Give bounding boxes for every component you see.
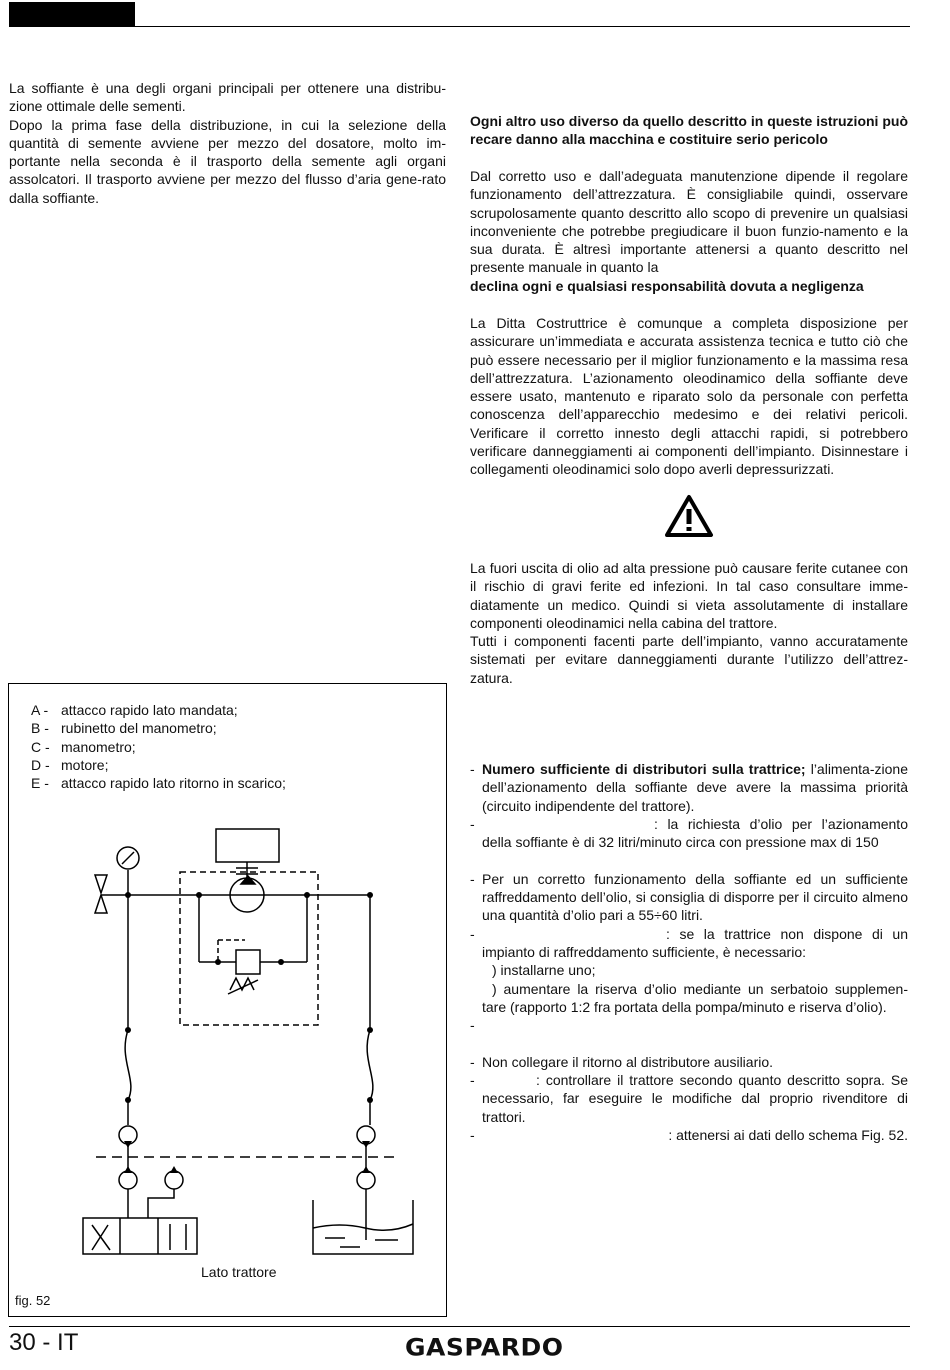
assistance-text — [470, 314, 908, 479]
pressure-warning-text — [470, 559, 908, 687]
legend-row-e: E - attacco rapido lato ritorno in scarico; — [31, 775, 286, 792]
pressure-paragraph: La fuori uscita di olio ad alta pressione può causare ferite cutanee con il rischio di gravi ferite ed infezioni. In tal caso consultare imme-diatamente un medico. Quindi si vieta assolutamente di installare componenti oleodinamici nella cabina del trattore. — [470, 560, 908, 631]
warning-use-text — [470, 112, 908, 149]
legend-row-a: A - attacco rapido lato mandata; — [31, 702, 238, 718]
list-item: - Per un corretto funzionamento della soffiante ed un sufficiente raffreddamento dell’olio, si consiglia di disporre per il circuito almeno una quantità d’olio pari a 55÷60 litri. — [470, 870, 908, 924]
legend-row-b: B - rubinetto del manometro; — [31, 720, 217, 737]
brand-logo: GASPARDO — [405, 1333, 564, 1362]
requirements-list — [470, 760, 908, 1144]
sub-item: ) aumentare la riserva d’olio mediante un serbatoio supplemen-tare (rapporto 1:2 fra portata della pompa/minuto e riserva d’olio). — [482, 980, 908, 1015]
distributors-title: Numero sufficiente di distributori sulla trattrice; — [482, 761, 806, 777]
list-item: - — [470, 1017, 475, 1034]
maintenance-paragraph: Dal corretto uso e dall’adeguata manutenzione dipende il regolare funzionamento dell’attrezzatura. È consigliabile quindi, osservare scrupolosamente quanto descritto allo scopo di prevenire un qualsiasi inconveniente che potrebbe pregiudicare il buon funzio-namento e la sua durata. È altresì importante attenersi a quanto descritto nel presente manuale in quanto la — [470, 168, 908, 276]
liability-disclaimer: declina ogni e qualsiasi responsabilità dovuta a negligenza — [470, 277, 864, 294]
misuse-warning: Ogni altro uso diverso da quello descritto in queste istruzioni può recare danno alla macchina e costituire serio pericolo — [470, 113, 908, 148]
header-rule — [135, 26, 910, 27]
list-item: - : se la trattrice non dispone di un impianto di raffreddamento sufficiente, è necessario: — [470, 925, 908, 960]
list-item: - : attenersi ai dati dello schema Fig. 52. — [470, 1126, 908, 1143]
legend-row-d: D - motore; — [31, 756, 109, 773]
header-bar — [9, 2, 135, 27]
legend-row-c: C - manometro; — [31, 738, 136, 755]
gauge-valve — [95, 875, 107, 893]
assistance-paragraph: La Ditta Costruttrice è comunque a completa disposizione per assicurare un’immediata e accurata assistenza tecnica e tutto ciò che può essere necessario per il miglior funzionamento e la massima resa dell’attrezzatura. L’azionamento oleodinamico della soffiante deve essere usato, mantenuto e riparato solo da personale con perfetta conoscenza dell’apparecchio medesimo e dei relativi pericoli. Verificare il corretto innesto degli attacchi rapidi, si potrebbero verificare danneggiamenti ai componenti dell’impianto. Disinnestare i collegamenti oleodinamici solo dopo averli depressurizzati. — [470, 315, 908, 478]
intro-text — [9, 79, 446, 207]
relief-valve — [236, 950, 260, 974]
list-item: - : controllare il trattore secondo quanto descritto sopra. Se necessario, far eseguire le modifiche dal proprio rivenditore di trattori. — [470, 1072, 908, 1125]
footer-rule — [9, 1326, 910, 1327]
figure-caption: fig. 52 — [15, 1293, 51, 1308]
motor-box — [216, 829, 279, 862]
intro-paragraph-2: Dopo la prima fase della distribuzione, in cui la selezione della quantità di semente avviene per mezzo del dosatore, molto im-portante nella seconda è il trasporto della semente agli organi assolcatori. Il trasporto avviene per mezzo del flusso d’aria gene-rato dalla soffiante. — [9, 116, 446, 206]
list-item: - : la richiesta d’olio per l’azionamento della soffiante è di 32 litri/minuto circa con pressione max di 150 — [470, 815, 908, 851]
sub-item: ) installarne uno; — [492, 962, 596, 979]
page-number: 30 - IT — [9, 1329, 79, 1356]
figure-legend — [31, 701, 286, 792]
hydraulic-schematic — [80, 822, 430, 1262]
components-paragraph: Tutti i componenti facenti parte dell’impianto, vanno accuratamente sistemati per evitare danneggiamenti durante l’utilizzo dell’attrez-zatura. — [470, 633, 908, 686]
list-item: - Numero sufficiente di distributori sulla trattrice; l’alimenta-zione dell’azionamento della soffiante deve avere la massima priorità (circuito indipendente del trattore). — [470, 761, 908, 814]
warning-triangle-icon — [664, 494, 714, 543]
maintenance-text — [470, 167, 908, 295]
intro-paragraph-1: La soffiante è una degli organi principali per ottenere una distribu-zione ottimale delle sementi. — [9, 80, 446, 115]
tractor-side-label: Lato trattore — [201, 1264, 277, 1280]
list-item: - Non collegare il ritorno al distributore ausiliario. — [470, 1053, 774, 1070]
